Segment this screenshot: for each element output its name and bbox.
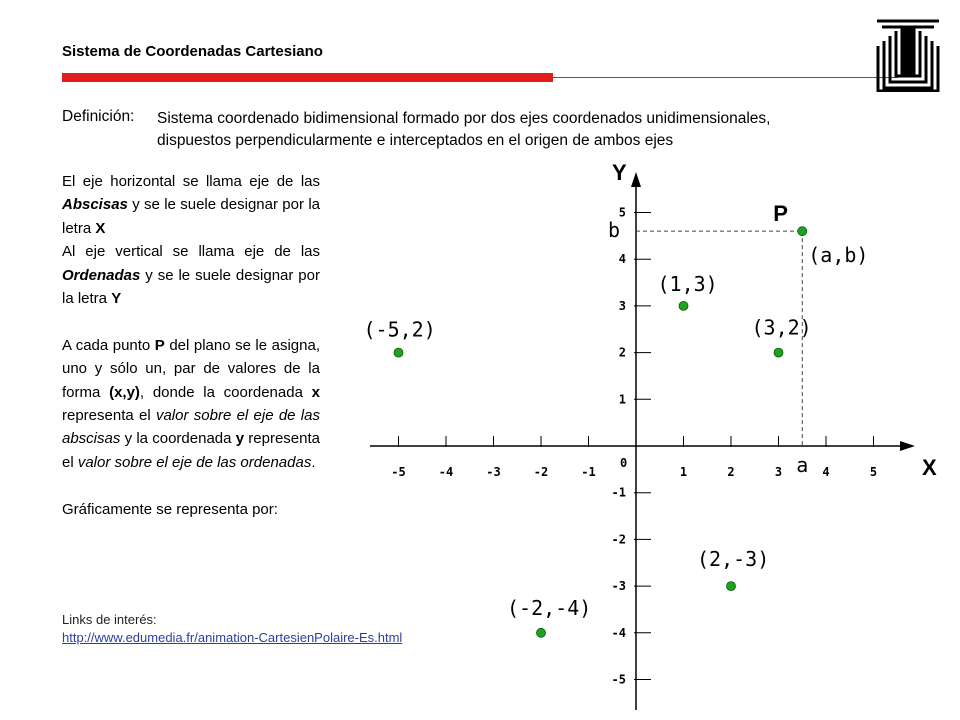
page-title: Sistema de Coordenadas Cartesiano — [62, 43, 323, 60]
x-tick-label: -5 — [391, 465, 406, 479]
data-point-label: (2,-3) — [697, 547, 770, 572]
links-label: Links de interés: — [62, 612, 157, 627]
interest-link[interactable]: http://www.edumedia.fr/animation-CartesienPolaire-Es.html — [62, 630, 403, 645]
x-tick-label: -2 — [533, 465, 549, 479]
x-axis-name: X — [922, 455, 937, 480]
y-tick-label: 1 — [618, 392, 626, 407]
origin-label: 0 — [620, 456, 628, 470]
y-tick-label: 3 — [618, 298, 626, 313]
x-tick-label: -1 — [581, 465, 596, 479]
y-tick-label: 5 — [618, 205, 626, 220]
data-point-marker — [774, 348, 783, 357]
x-tick-label: -3 — [486, 465, 501, 479]
data-point-label: (1,3) — [657, 271, 718, 296]
x-axis-arrow — [900, 441, 915, 451]
y-tick-label: -4 — [611, 625, 626, 640]
x-tick-label: 3 — [774, 465, 783, 479]
x-tick-label: 1 — [679, 465, 688, 479]
definition-label: Definición: — [62, 108, 135, 125]
point-p-marker — [798, 227, 807, 236]
data-point-marker — [537, 628, 546, 637]
x-tick-label: 2 — [727, 465, 735, 479]
point-p-x-label: a — [796, 453, 809, 477]
definition-line-1: Sistema coordenado bidimensional formado por dos ejes coordenados unidimensionales, — [157, 110, 771, 127]
y-axis-name: Y — [612, 160, 627, 185]
x-tick-label: -4 — [438, 465, 454, 479]
abscissa-paragraph: El eje horizontal se llama eje de las Abscisas y se le suele designar por la letra X — [62, 173, 320, 237]
data-point-label: (-2,-4) — [507, 595, 592, 620]
y-tick-label: 4 — [618, 252, 626, 267]
graphic-paragraph: Gráficamente se representa por: — [62, 500, 278, 518]
point-p-y-label: b — [608, 218, 621, 243]
y-tick-label: -3 — [611, 579, 626, 594]
data-point-marker — [679, 301, 688, 310]
y-tick-label: 2 — [618, 345, 626, 360]
x-tick-label: 5 — [869, 465, 878, 479]
point-p-name: P — [773, 201, 788, 227]
data-point-marker — [394, 348, 403, 357]
x-tick-label: 4 — [822, 465, 830, 479]
y-tick-label: -1 — [611, 485, 626, 500]
y-tick-label: -2 — [611, 532, 626, 547]
ordinate-paragraph: Al eje vertical se llama eje de las Ordenadas y se le suele designar por la letra Y — [62, 243, 320, 308]
data-point-label: (3,2) — [751, 315, 812, 340]
data-point-label: (-5,2) — [363, 317, 436, 342]
point-paragraph: A cada punto P del plano se le asigna, uno y sólo un, par de valores de la forma (x,y), donde la coordenada x representa el valor sobre el eje de las abscisas y la coordenada y representa el valor sobre el eje de las ordenadas. — [62, 336, 320, 471]
data-point-marker — [727, 582, 736, 591]
y-tick-label: -5 — [611, 672, 626, 687]
definition-line-2: dispuestos perpendicularmente e interceptados en el origen de ambos ejes — [157, 132, 674, 149]
point-p-label: (a,b) — [808, 243, 869, 268]
y-axis-arrow — [631, 172, 641, 187]
